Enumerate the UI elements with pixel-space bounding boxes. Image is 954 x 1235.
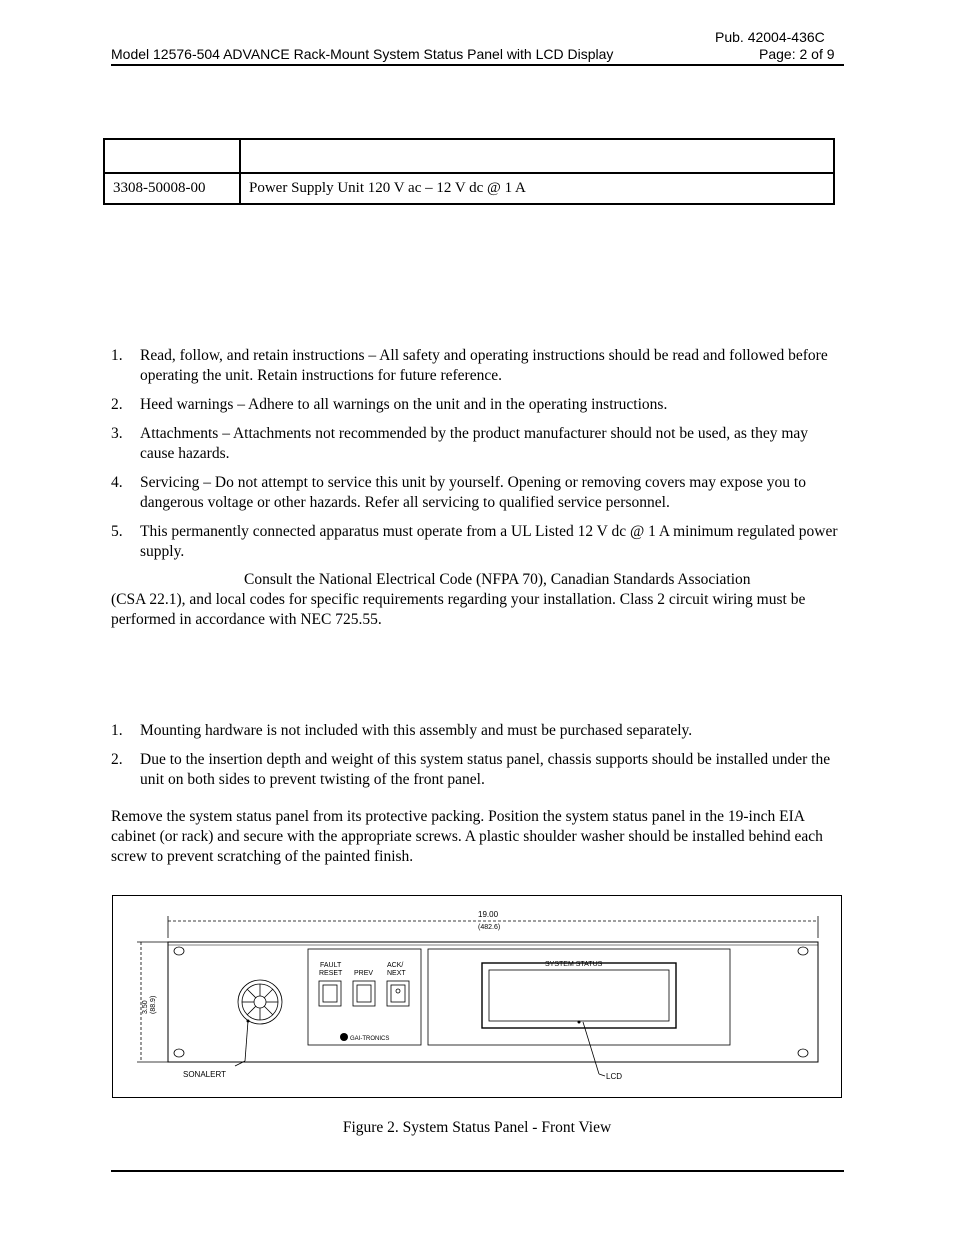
installation-paragraph: Remove the system status panel from its protective packing. Position the system status panel in the 19-inch EIA cabinet (or rack) and secure with the appropriate screws. A plastic shoulder washer should be installed behind each screw to prevent scratching of the painted finish. bbox=[111, 808, 823, 865]
figure-caption: Figure 2. System Status Panel - Front View bbox=[342, 1119, 612, 1136]
table-row bbox=[104, 173, 834, 204]
panel-outline bbox=[168, 942, 818, 1062]
list-text: Heed warnings – Adhere to all warnings on the unit and in the operating instructions. bbox=[140, 396, 668, 413]
height-dimension-label: 3.50 bbox=[142, 1000, 149, 1014]
prev-label: PREV bbox=[354, 970, 374, 977]
width-dimension-label: 19.00 bbox=[478, 910, 499, 919]
list-number: 1. bbox=[111, 347, 123, 364]
mounting-hole bbox=[174, 947, 184, 955]
brand-label: GAI-TRONICS bbox=[350, 1036, 390, 1042]
list-text: Due to the insertion depth and weight of this system status panel, chassis supports should be installed under the unit on both sides to prevent twisting of the front panel. bbox=[140, 751, 831, 788]
list-text: Mounting hardware is not included with this assembly and must be purchased separately. bbox=[140, 722, 693, 739]
lcd-screen bbox=[489, 970, 669, 1021]
reset-label: RESET bbox=[319, 970, 343, 977]
list-item bbox=[111, 750, 841, 790]
list-item bbox=[111, 522, 841, 562]
list-text: Attachments – Attachments not recommended by the product manufacturer should not be used, as they may cause hazards. bbox=[140, 425, 809, 462]
installation-notes-list bbox=[111, 721, 841, 799]
width-dimension-mm-label: (482.6) bbox=[478, 924, 501, 931]
gai-tronics-logo-icon bbox=[340, 1033, 348, 1041]
list-number: 5. bbox=[111, 523, 123, 540]
list-item bbox=[111, 346, 841, 386]
table-header-cell bbox=[240, 139, 834, 173]
lcd-label: LCD bbox=[606, 1072, 623, 1081]
front-panel-drawing bbox=[113, 896, 841, 1097]
list-item bbox=[111, 424, 841, 464]
list-text: Read, follow, and retain instructions – All safety and operating instructions should be read and followed before operating the unit. Retain instructions for future reference. bbox=[140, 347, 828, 384]
footer-rule bbox=[111, 1170, 844, 1172]
code-note-rest: (CSA 22.1), and local codes for specific requirements regarding your installation. Class 2 circuit wiring must be performed in accordance with NEC 725.55. bbox=[111, 591, 806, 628]
list-number: 4. bbox=[111, 474, 123, 491]
lcd-outer-frame bbox=[482, 963, 676, 1028]
sonalert-label: SONALERT bbox=[183, 1070, 226, 1079]
document-title: Model 12576-504 ADVANCE Rack-Mount System Status Panel with LCD Display bbox=[111, 46, 614, 62]
height-dimension-mm-label: (88.9) bbox=[150, 995, 157, 1014]
safety-instructions-list bbox=[111, 346, 841, 571]
fault-label: FAULT bbox=[320, 962, 342, 969]
options-table bbox=[103, 138, 835, 205]
list-number: 2. bbox=[111, 751, 123, 768]
list-number: 1. bbox=[111, 722, 123, 739]
mounting-hole bbox=[798, 947, 808, 955]
header-rule bbox=[111, 64, 844, 66]
list-item bbox=[111, 395, 841, 415]
mounting-hole bbox=[174, 1049, 184, 1057]
list-item bbox=[111, 473, 841, 513]
list-number: 3. bbox=[111, 425, 123, 442]
code-note-line1: Consult the National Electrical Code (NFPA 70), Canadian Standards Association bbox=[244, 571, 751, 588]
mounting-hole bbox=[798, 1049, 808, 1057]
list-item bbox=[111, 721, 841, 741]
list-text: This permanently connected apparatus must operate from a UL Listed 12 V dc @ 1 A minimum regulated power supply. bbox=[140, 523, 838, 560]
description-cell: Power Supply Unit 120 V ac – 12 V dc @ 1 A bbox=[240, 173, 834, 204]
table-header-cell bbox=[104, 139, 240, 173]
figure-box bbox=[112, 895, 842, 1098]
table-header-row bbox=[104, 139, 834, 173]
list-number: 2. bbox=[111, 396, 123, 413]
part-number-cell: 3308-50008-00 bbox=[104, 173, 240, 204]
lcd-title-label: SYSTEM STATUS bbox=[545, 961, 603, 968]
next-label: NEXT bbox=[387, 970, 406, 977]
sonalert-icon bbox=[238, 980, 282, 1024]
page-number: Page: 2 of 9 bbox=[759, 46, 835, 62]
list-text: Servicing – Do not attempt to service this unit by yourself. Opening or removing covers may expose you to dangerous voltage or other hazards. Refer all servicing to qualified service personnel. bbox=[140, 474, 806, 511]
ack-label: ACK/ bbox=[387, 962, 404, 969]
publication-number: Pub. 42004-436C bbox=[715, 29, 825, 45]
